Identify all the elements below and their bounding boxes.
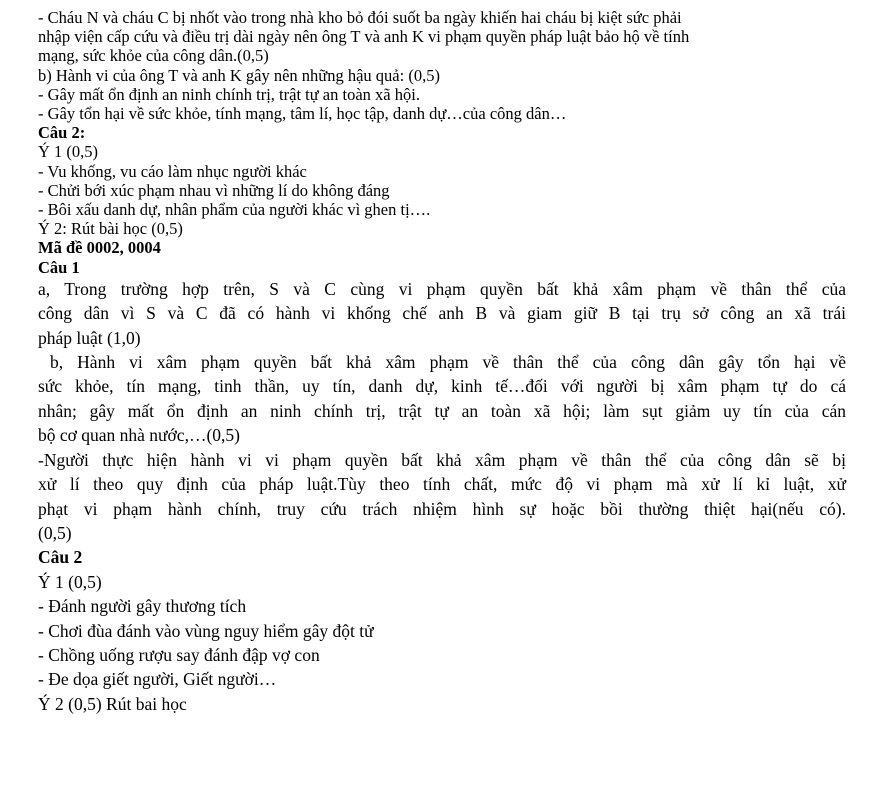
text-line: nhập viện cấp cứu và điều trị dài ngày nên ông T và anh K vi phạm quyền pháp luật bảo hộ về tính xyxy=(38,27,690,47)
text-line: sức khỏe, tín mạng, tinh thần, uy tín, danh dự, kinh tế…đối với người bị xâm phạm tự do cá xyxy=(38,376,846,397)
text-line: mạng, sức khỏe của công dân.(0,5) xyxy=(38,46,269,66)
text-line: -Người thực hiện hành vi vi phạm quyền bất khả xâm phạm về thân thể của công dân sẽ bị xyxy=(38,449,846,470)
text-line: - Cháu N và cháu C bị nhốt vào trong nhà kho bỏ đói suốt ba ngày khiến hai cháu bị kiệt sức phải xyxy=(38,8,682,27)
text-line: nhân; gây mất ổn định an ninh chính trị, trật tự an toàn xã hội; làm sụt giảm uy tín của cán xyxy=(38,400,846,421)
text-line: - Đánh người gây thương tích xyxy=(38,596,247,617)
text-line: - Chơi đùa đánh vào vùng nguy hiểm gây đột tử xyxy=(38,620,374,641)
text-line: a, Trong trường hợp trên, S và C cùng vi phạm quyền bất khả xâm phạm về thân thể của xyxy=(38,278,846,299)
text-line: b, Hành vi xâm phạm quyền bất khả xâm phạm về thân thể của công dân gây tổn hại về xyxy=(50,352,846,373)
text-line: b) Hành vi của ông T và anh K gây nên những hậu quả: (0,5) xyxy=(38,65,440,85)
exam-code-heading: Mã đề 0002, 0004 xyxy=(38,238,161,258)
section-heading: Câu 2: xyxy=(38,123,86,143)
text-line: phạt vi phạm hành chính, truy cứu trách nhiệm hình sự hoặc bồi thường thiệt hại(nếu có). xyxy=(38,498,846,519)
text-line: (0,5) xyxy=(38,522,72,543)
text-line: Ý 2: Rút bài học (0,5) xyxy=(38,219,183,239)
text-line: - Bôi xấu danh dự, nhân phẩm của người khác vì ghen tị…. xyxy=(38,200,431,220)
text-line: - Chửi bới xúc phạm nhau vì những lí do không đáng xyxy=(38,180,390,200)
text-line: Ý 1 (0,5) xyxy=(38,142,99,162)
text-line: xử lí theo quy định của pháp luật.Tùy theo tính chất, mức độ vi phạm mà xử lí kỉ luật, xử xyxy=(38,474,846,495)
section-heading: Câu 1 xyxy=(38,257,80,277)
text-line: - Gây mất ổn định an ninh chính trị, trật tự an toàn xã hội. xyxy=(38,84,420,104)
text-line: pháp luật (1,0) xyxy=(38,327,141,348)
text-line: Ý 1 (0,5) xyxy=(38,571,102,592)
text-line: - Gây tổn hại về sức khỏe, tính mạng, tâm lí, học tập, danh dự…của công dân… xyxy=(38,104,567,124)
section-heading: Câu 2 xyxy=(38,547,83,568)
text-line: Ý 2 (0,5) Rút bai học xyxy=(38,693,187,714)
text-line: bộ cơ quan nhà nước,…(0,5) xyxy=(38,425,240,446)
text-line: - Chồng uống rượu say đánh đập vợ con xyxy=(38,644,320,665)
text-line: - Vu khống, vu cáo làm nhục người khác xyxy=(38,161,307,181)
text-line: - Đe dọa giết người, Giết người… xyxy=(38,669,277,690)
text-line: công dân vì S và C đã có hành vi khống chế anh B và giam giữ B tại trụ sở công an xã trái xyxy=(38,303,846,324)
